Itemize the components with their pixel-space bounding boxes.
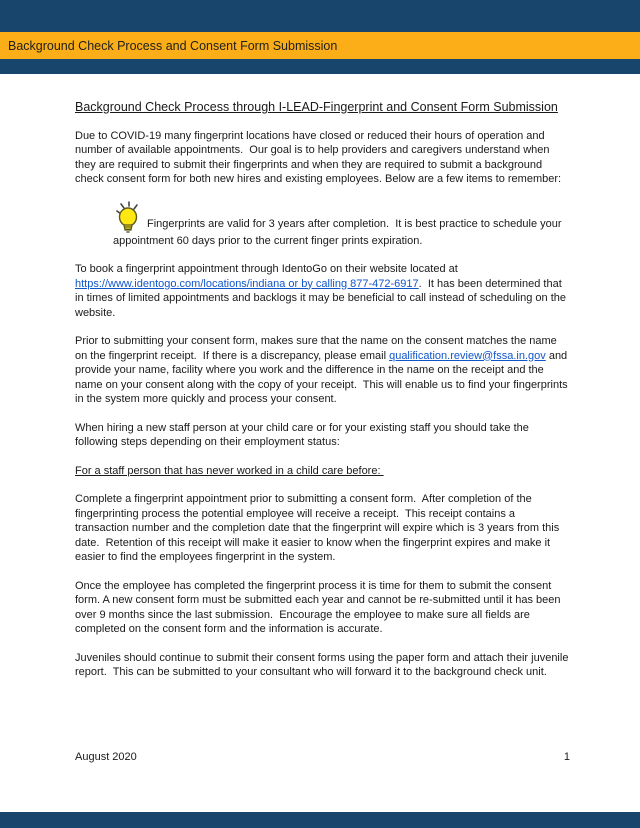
- booking-text-before: To book a fingerprint appointment through IdentoGo on their website located at: [75, 263, 461, 275]
- submit-consent-paragraph: Once the employee has completed the fingerprint process it is time for them to submit the consent form. A new consent form must be submitted each year and cannot be re-submitted until it has been over 9 months since the last submission. Encourage the employee to make sure all fields are completed on the consent form and the information is accurate.: [75, 579, 564, 635]
- juveniles-paragraph: Juveniles should continue to submit their consent forms using the paper form and attach their juvenile report. This can be submitted to your consultant who will forward it to the background check unit.: [75, 651, 572, 678]
- footer-page-number: 1: [563, 751, 570, 763]
- consent-match-paragraph: [75, 334, 570, 407]
- intro-paragraph: Due to COVID-19 many fingerprint locations have closed or reduced their hours of operation and number of available appointments. Our goal is to help providers and caregivers understand when they are required to submit their fingerprints and when they are required to submit a background check consent form for both new hires and existing employees. Below are a few items to remember:: [75, 129, 562, 185]
- fingerprint-first-paragraph: Complete a fingerprint appointment prior to submitting a consent form. After completion of the fingerprinting process the potential employee will receive a receipt. This receipt contains a transaction number and the completion date that the fingerprint will expire which is 3 years from this date. Retention of this receipt will make it easier to know when the fingerprint expires and make it easier to find the employees fingerprint in the system.: [75, 493, 563, 563]
- header-bottom-bar: [0, 59, 640, 74]
- document-banner: [0, 32, 640, 59]
- booking-paragraph: [75, 262, 570, 320]
- page-footer: [75, 751, 570, 763]
- tip-text: Fingerprints are valid for 3 years after completion. It is best practice to schedule your appointment 60 days prior to the current finger prints expiration.: [113, 217, 565, 247]
- tip-block: [113, 201, 570, 249]
- hiring-paragraph: When hiring a new staff person at your child care or for your existing staff you should take the following steps depending on their employment status:: [75, 421, 532, 448]
- identogo-link[interactable]: https://www.identogo.com/locations/indiana or by calling 877-472-6917: [75, 277, 419, 290]
- footer-date: August 2020: [75, 751, 137, 763]
- banner-title: Background Check Process and Consent Form Submission: [8, 38, 338, 53]
- footer-bar: [0, 812, 640, 828]
- header-top-bar: [0, 0, 640, 32]
- document-page: [75, 100, 570, 694]
- page-title: Background Check Process through I-LEAD-Fingerprint and Consent Form Submission: [75, 100, 558, 114]
- consent-text-after: and provide your name, facility where you work and the difference in the name on the receipt and the name on your consent along with the copy of your receipt. This will enable us to find your fingerprints in the system more quickly and process your consent.: [75, 349, 571, 405]
- booking-text-after: . It has been determined that in times of limited appointments and backlogs it may be beneficial to call instead of scheduling on the website.: [75, 277, 570, 319]
- consent-text-before: Prior to submitting your consent form, makes sure that the name on the consent matches the name on the fingerprint receipt. If there is a discrepancy, please email: [75, 335, 560, 362]
- never-worked-heading: For a staff person that has never worked in a child care before:: [75, 464, 384, 477]
- qualification-review-email-link[interactable]: qualification.review@fssa.in.gov: [389, 349, 546, 362]
- lightbulb-icon: [113, 201, 143, 234]
